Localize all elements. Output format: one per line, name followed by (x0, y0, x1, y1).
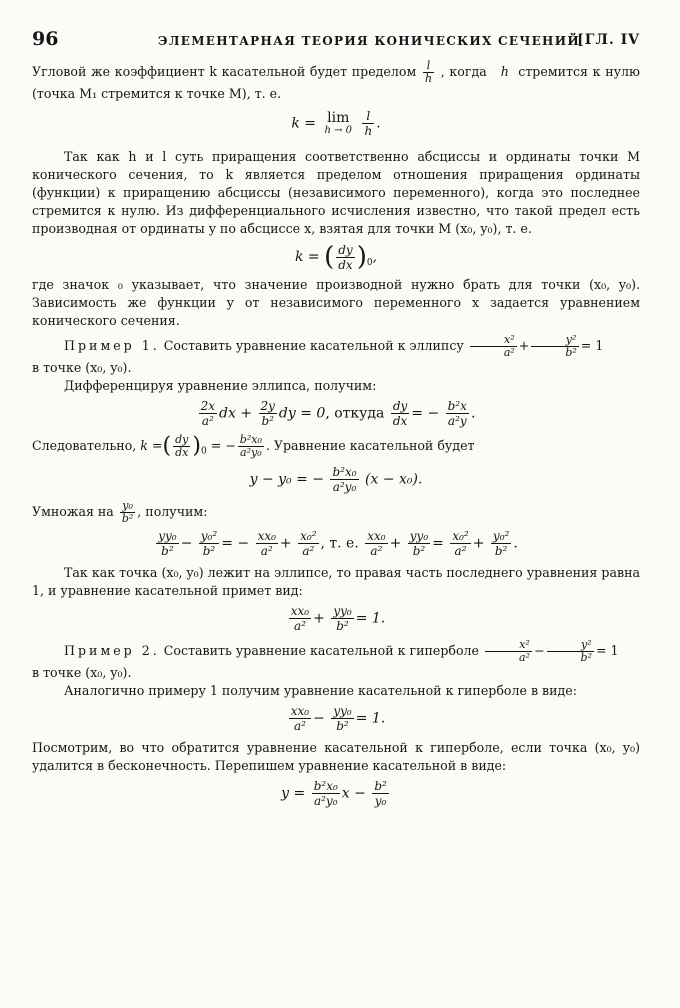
formula-multiplied: $\frac{\text{yy₀}}{\text{b²}}$ − $\frac{\text{y₀²}}{\text{b²}}$ = − $\frac{\text{xx₀}}{\text{a²}}$ + $\frac{\text{x₀²}}{\text{a²}}$ , т. е. $\frac{\text{xx₀}}{\text{a²}}$ + $\frac{\text{yy₀}}{\text{b²}}$ = $\frac{\text{x₀²}}{\text{a²}}$ + $\frac{\text{y₀²}}{\text{b²}}$ . (158, 528, 518, 558)
text-span: , когда (440, 64, 487, 79)
text-span: стремится к нулю (точка M₁ стремится к точке M), т. е. (32, 64, 640, 101)
text-span: h (500, 64, 509, 79)
example-2-label: Пример 2. (64, 642, 160, 658)
analog-sentence: Аналогично примеру 1 получим уравнение касательной к гиперболе в виде: (64, 682, 577, 698)
fraction-l-over-h: $\frac{l}{h}$ (424, 59, 433, 85)
example-2-point: в точке (x₀, y₀). (32, 664, 132, 680)
text-span: Составить уравнение касательной к гиперболе (163, 642, 479, 658)
running-title: ЭЛЕМЕНТАРНАЯ ТЕОРИЯ КОНИЧЕСКИХ СЕЧЕНИЙ (158, 34, 580, 48)
example-2: Пример 2. Составить уравнение касательной к гиперболе $\frac{\text{x²}}{\text{a²}}$ − $\frac{\text{y²}}{\text{b²}}$ = 1 (64, 637, 619, 664)
formula-k-limit: k = lim h → 0 $\frac{l}{h}$ . (291, 109, 381, 138)
formula-tangent-ellipse-final: $\frac{\text{xx₀}}{\text{a²}}$ + $\frac{\text{yy₀}}{\text{b²}}$ = 1. (290, 603, 386, 633)
paragraph-subscript: где значок ₀ указывает, что значение производной нужно брать для точки (x₀, y₀). Зависимость же функции y от независимого переменного x задается уравнением конического сечения. (32, 277, 640, 328)
formula-tangent-ellipse: y − y₀ = − $\frac{\text{b²x₀}}{\text{a²y₀}}$ (x − x₀). (249, 464, 423, 494)
formula-tangent-hyperbola: $\frac{\text{xx₀}}{\text{a²}}$ − $\frac{\text{yy₀}}{\text{b²}}$ = 1. (290, 703, 386, 733)
paragraph-derivative: Так как h и l суть приращения соответственно абсциссы и ординаты точки M конического сечения, то k является пределом отношения приращения ординаты (функции) к приращению абсциссы (независимого переменного), когда это последнее стремится к нулю. Из дифференциального исчисления известно, что такой предел есть производная от ординаты y по абсциссе x, взятая для точки M (x₀, y₀), т. е. (32, 149, 640, 236)
consequently-line: Следовательно, k =( $\frac{dy}{dx}$ )$_0$ = − $\frac{\text{b²x₀}}{\text{a²y₀}}$ . Уравнение касательной будет (32, 433, 475, 459)
paragraph-slope (32, 60, 640, 103)
page-header (32, 28, 640, 60)
formula-tangent-rewritten: y = $\frac{\text{b²x₀}}{\text{a²y₀}}$ x − $\frac{\text{b²}}{\text{y₀}}$ (281, 778, 387, 808)
example-1: Пример 1. Составить уравнение касательной к эллипсу $\frac{\text{x²}}{\text{a²}}$ + $\frac{\text{y²}}{\text{b²}}$ = 1 (64, 333, 604, 359)
paragraph-ellipse-conclusion: Так как точка (x₀, y₀) лежит на эллипсе, то правая часть последнего уравнения равна 1, и уравнение касательной примет вид: (32, 564, 640, 598)
formula-differential: $\frac{2x}{\text{a²}}$ dx + $\frac{2y}{\text{b²}}$ dy = 0, откуда $\frac{dy}{dx}$ = − $\frac{\text{b²x}}{\text{a²y}}$ . (200, 399, 476, 428)
formula-k-derivative: k = ( $\frac{dy}{dx}$ )$_0$, (294, 242, 378, 272)
text-span: Угловой же коэффициент k касательной будет пределом (32, 64, 417, 79)
multiply-line: Умножая на $\frac{\text{y₀}}{\text{b²}}$ , получим: (32, 498, 208, 525)
chapter-marker: [ГЛ. IV (577, 32, 640, 48)
example-1-point: в точке (x₀, y₀). (32, 360, 132, 375)
page-number: 96 (32, 28, 59, 50)
paragraph-infinity: Посмотрим, во что обратится уравнение касательной к гиперболе, если точка (x₀, y₀) удалится в бесконечность. Перепишем уравнение касательной в виде: (32, 739, 640, 773)
diff-sentence: Дифференцируя уравнение эллипса, получим: (64, 378, 377, 393)
example-1-label: Пример 1. (64, 338, 160, 353)
text-span: Составить уравнение касательной к эллипсу (163, 338, 464, 353)
